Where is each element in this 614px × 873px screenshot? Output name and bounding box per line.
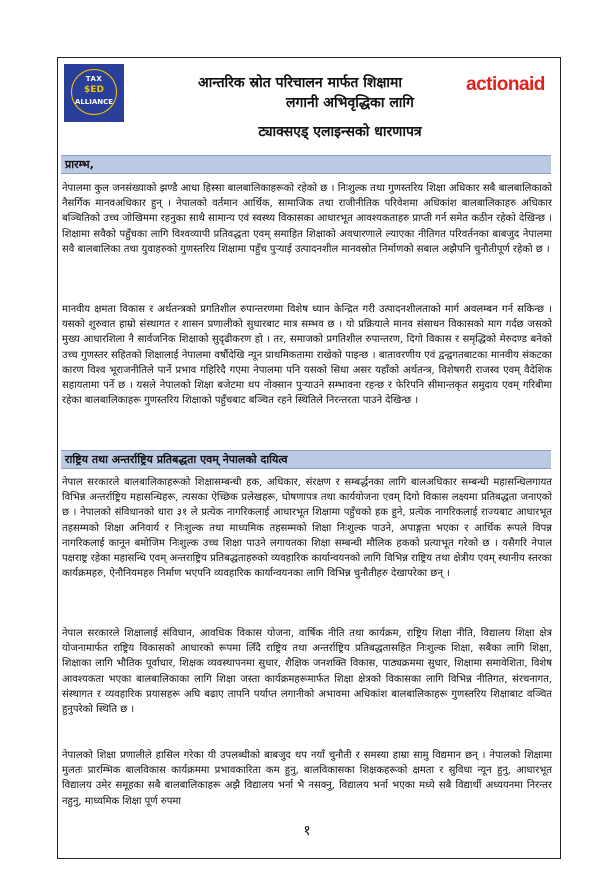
tax-ed-alliance-logo xyxy=(64,64,124,122)
section-heading-commitments xyxy=(61,450,551,469)
paragraph-commitments-2: नेपाल सरकारले शिक्षालाई संविधान, आवधिक विकास योजना, वार्षिक नीति तथा कार्यक्रम, राष्ट्रिय शिक्षा नीति, विद्यालय शिक्षा क्षेत्र योजनामार्फत राष्ट्रिय विकासको आधारको रूपमा लिँदै राष्ट्रिय तथा अन्तर्राष्ट्रिय प्रतिबद्धतासहित निःशुल्क शिक्षा, सबैका लागि शिक्षा, शिक्षाका लागि भौतिक पूर्वाधार, शिक्षक व्यवस्थापनमा सुधार, शैक्षिक जनशक्ति विकास, पाठ्यक्रममा सुधार, शिक्षामा समावेशिता, विशेष आवश्यकता भएका बालबालिकाका लागि शिक्षा जस्ता कार्यक्रमहरूमार्फत शिक्षा क्षेत्रको विकासका लागि विभिन्न नीतिगत, संरचनागत, संस्थागत र व्यवहारिक प्रयासहरू अघि बढाए तापनि पर्याप्त लगानीको अभावमा अधिकांश बालबालिकाहरू गुणस्तरिय शिक्षाबाट वञ्चित हुनुपरेको स्थिति छ । xyxy=(62,628,552,716)
logo-text-line1: TAX xyxy=(85,75,103,83)
document-title-line1: आन्तरिक स्रोत परिचालन मार्फत शिक्षामा xyxy=(197,75,403,91)
document-subtitle: ट्याक्सएड् एलाइन्सको धारणापत्र xyxy=(258,124,422,140)
actionaid-logo: actionaid xyxy=(466,74,545,95)
paragraph-commitments-1: नेपाल सरकारले बालबालिकाहरूको शिक्षासम्बन्धी हक, अधिकार, संरक्षण र सम्बर्द्धनका लागि बालअधिकार सम्बन्धी महासन्धिलगायत विभिन्न अन्तर्राष्ट्रिय महासन्धिहरू, त्यसका ऐच्छिक प्रलेखहरू, घोषणापत्र तथा कार्ययोजना एवम् दिगो विकास लक्ष्यमा प्रतिबद्धता जनाएको छ । नेपालको संविधानको धारा ३१ ले प्रत्येक नागरिकलाई आधारभूत शिक्षामा पहुँचको हक हुने, प्रत्येक नागरिकलाई राज्यबाट आधारभूत तहसम्मको शिक्षा अनिवार्य र निःशुल्क तथा माध्यमिक तहसम्मको शिक्षा निःशुल्क पाउने, अपाङ्गता भएका र आर्थिक रूपले विपन्न नागरिकलाई कानून बमोजिम निःशुल्क उच्च शिक्षा पाउने लगायतका शिक्षा सम्बन्धी मौलिक हकको प्रत्याभूत गरेको छ । यसैगरि नेपाल पक्षराष्ट्र रहेका महासन्धि एवम् अन्तराष्ट्रिय प्रतिबद्धताहरुको व्यवहारिक कार्यान्वयनको लागि विभिन्न राष्ट्रिय तथा क्षेत्रीय एवम् स्थानीय स्तरका कार्यक्रमहरु, ऐनौनियमहरु निर्माण भएपनि व्यवहारिक कार्यान्वयनका लागि विभिन्न चुनौतीहरु देखापरेका छन् । xyxy=(62,477,552,580)
paragraph-intro-2: मानवीय क्षमता विकास र अर्थतन्त्रको प्रगतिशील रुपान्तरणमा विशेष ध्यान केन्द्रित गरी उत्पादनशीलताको मार्ग अवलम्बन गर्न सकिन्छ । यसको शुरुवात हाम्रो संस्थागत र शासन प्रणालीको सुधारबाट मात्र सम्भव छ । यो प्रक्रियाले मानव संसाधन विकासको माग गर्दछ जसको मुख्य आधारशिला नै सार्वजनिक शिक्षाको सुदृढीकरण हो । तर, समाजको प्रगतिशील रुपान्तरण, दिगो विकास र समृद्धिको मेरुदण्ड बनेको उच्च गुणस्तर सहितको शिक्षालाई नेपालमा वर्षौदेखि न्यून प्राथमिकतामा राखेको पाइन्छ । बातावरणीय एवं द्वन्द्वगतबाटका मानवीय संकटका कारण विश्व भूराजनीतिले पार्ने प्रभाव गहिरिदै गएमा नेपालमा पनि यसको सिधा असर यहाँको अर्थतन्त्र, विशेषगरी राजस्व एवम् वैदेशिक सहायतामा पर्ने छ । यसले नेपालको शिक्षा बजेटमा थप नोक्सान पुऱ्याउने सम्भावना रहन्छ र फेरिपनि सीमान्तकृत समुदाय एवम् गरिबीमा रहेका बालबालिकाहरू गुणस्तरिय शिक्षाको पहुँचबाट बञ्चित रहने स्थितिले निरन्तरता पाउने देखिन्छ । xyxy=(62,304,552,407)
paragraph-commitments-3: नेपालको शिक्षा प्रणालीले हासिल गरेका यी उपलब्धीको बाबजुद थप नयाँ चुनौती र समस्या हाम्रा सामु विद्यमान छन् । नेपालको शिक्षामा मुलतः प्रारम्भिक बालविकास कार्यक्रममा प्रभावकारिता कम हुनु, बालविकासका शिक्षकहरूको क्षमता र सुविधा न्यून हुनु, आधारभूत विद्यालय उमेर समूहका सबै बालबालिकाहरू अझै विद्यालय भर्ना भै नसक्नु, विद्यालय भर्ना भएका मध्ये सबै विद्यार्थी अध्ययनमा निरन्तर नहुनु, माध्यमिक शिक्षा पूर्ण रुपमा xyxy=(62,750,552,807)
logo-text-line3: ALLIANCE xyxy=(74,98,114,106)
logo-text-line2: $ED xyxy=(84,85,104,95)
section-heading-text: राष्ट्रिय तथा अन्तर्राष्ट्रिय प्रतिबद्धता एवम् नेपालको दायित्व xyxy=(65,453,288,466)
paragraph-intro-1: नेपालमा कुल जनसंख्याको झण्डै आधा हिस्सा बालबालिकाहरूको रहेको छ । निःशुल्क तथा गुणस्तरिय शिक्षा अधिकार सबै बालबालिकाको नैसर्गिक मानवअधिकार हुन् । नेपालको वर्तमान आर्थिक, सामाजिक तथा राजीनीतिक परिवेशमा अधिकांश बालबालिकाहरु अधिकार बञ्चितिको उच्च जोखिममा रहनुका साथै सामान्य एवं स्वस्थ्य विकासका आधारभूत आवश्यकताहरु प्राप्ती गर्न समेत कठीन रहेको देखिन्छ । शिक्षामा सवैको पहुँचका लागि विश्वव्यापी प्रतिवद्धता एवम् समाहित शिक्षाको अवधारणाले ल्याएका नीतिगत परिवर्तनका बाबजुद नेपालमा सवै बालबालिका तथा युवाहरुको गुणस्तरिय शिक्षामा पहुँच पुऱ्याई उत्पादनशील मानवस्रोत निर्माणको सबाल अझैपनि चुनौतीपूर्ण रहेको छ । xyxy=(62,183,552,255)
document-title-line2: लगानी अभिवृद्धिका लागि xyxy=(286,95,414,111)
section-heading-introduction xyxy=(61,155,551,174)
section-heading-text: प्रारम्भ, xyxy=(65,158,94,171)
page-number: १ xyxy=(303,823,311,839)
